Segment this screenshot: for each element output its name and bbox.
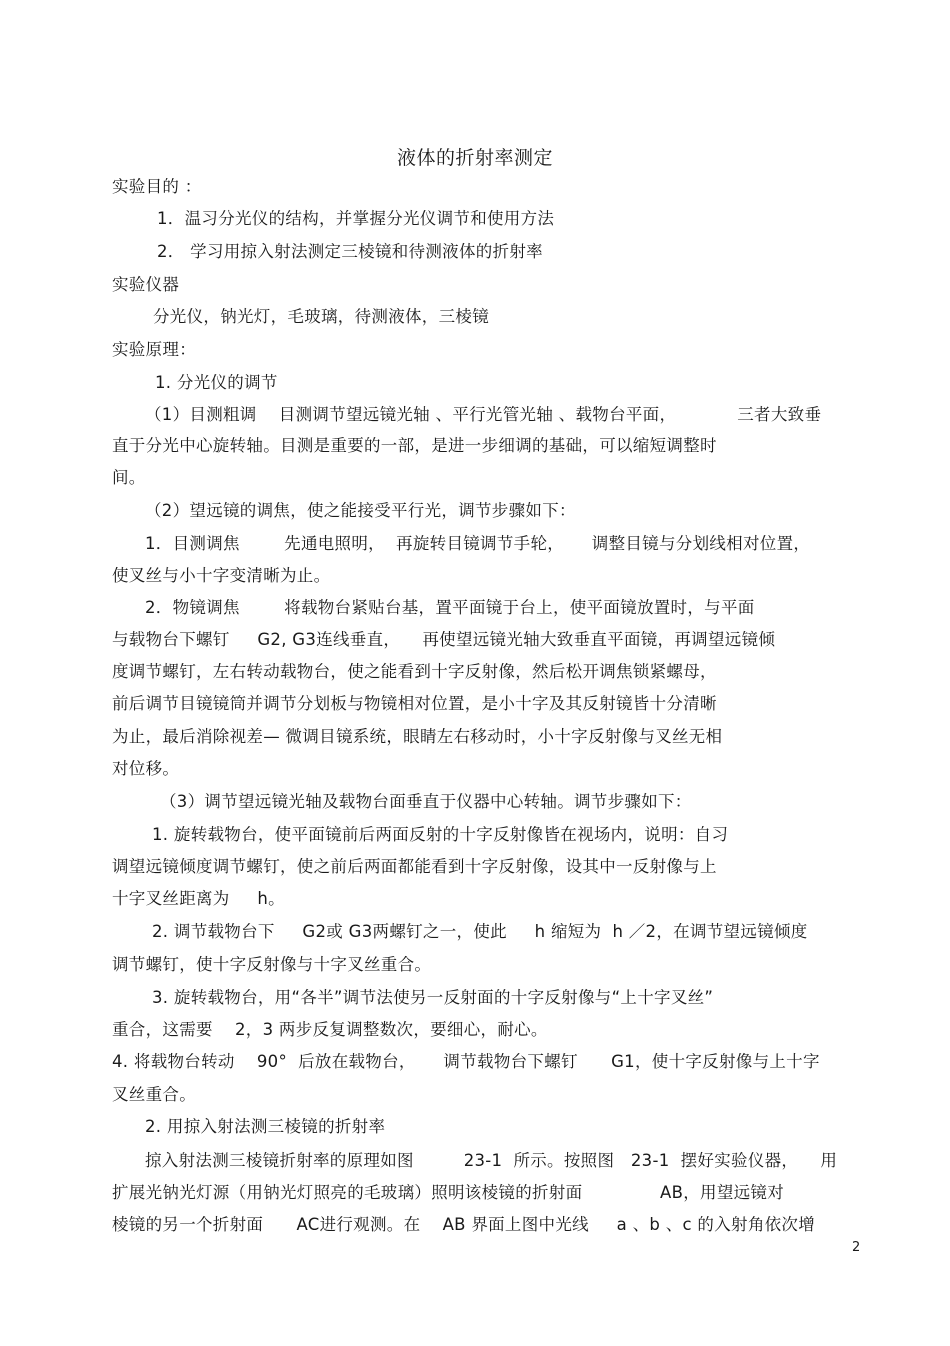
text-line: 十字叉丝距离为 h。 [112,889,285,908]
text-line: 叉丝重合。 [112,1085,196,1104]
text-line: 1．目测调焦 先通电照明， 再旋转目镜调节手轮， 调整目镜与分划线相对位置， [145,534,811,553]
page-title: 液体的折射率测定 [396,147,553,169]
text-line: 2．物镜调焦 将载物台紧贴台基，置平面镜于台上，使平面镜放置时，与平面 [145,598,755,617]
page-number: 2 [852,1240,861,1255]
text-line: 度调节螺钉，左右转动载物台，使之能看到十字反射像，然后松开调焦锁紧螺母， [112,662,717,681]
text-line: 使叉丝与小十字变清晰为止。 [112,566,331,585]
text-line: 直于分光中心旋转轴。目测是重要的一部，是进一步细调的基础，可以缩短调整时 [112,436,717,455]
text-line: 前后调节目镜镜筒并调节分划板与物镜相对位置，是小十字及其反射镜皆十分清晰 [112,694,717,713]
text-line: 重合，这需要 2，3 两步反复调整数次，要细心，耐心。 [112,1020,548,1039]
text-line: 2. 调节载物台下 G2或 G3两螺钉之一，使此 h 缩短为 h ／2，在调节望远镜倾度 [152,922,808,941]
text-line: （1）目测粗调 目测调节望远镜光轴 、平行光管光轴 、载物台平面， 三者大致垂 [145,405,822,424]
text-line: 3. 旋转载物台，用“各半”调节法使另一反射面的十字反射像与“上十字叉丝” [152,988,714,1007]
text-line: 与载物台下螺钉 G2, G3连线垂直， 再使望远镜光轴大致垂直平面镜，再调望远镜倾 [112,630,776,649]
text-line: 实验目的 ： [112,177,202,196]
text-line: 1. 分光仪的调节 [155,373,278,392]
text-line: 掠入射法测三棱镜折射率的原理如图 23-1 所示。按照图 23-1 摆好实验仪器， 用 [145,1151,838,1170]
text-line: 实验仪器 [112,275,180,294]
text-line: 调节螺钉，使十字反射像与十字叉丝重合。 [112,955,432,974]
text-line: 棱镜的另一个折射面 AC进行观测。在 AB 界面上图中光线 a 、b 、c 的入射角依次增 [112,1215,816,1234]
text-line: 1. 旋转载物台，使平面镜前后两面反射的十字反射像皆在视场内，说明：自习 [152,825,729,844]
text-line: 实验原理： [112,340,196,359]
text-line: 4. 将载物台转动 90° 后放在载物台， 调节载物台下螺钉 G1，使十字反射像与上十字 [112,1052,820,1071]
text-line: 扩展光钠光灯源（用钠光灯照亮的毛玻璃）照明该棱镜的折射面 AB，用望远镜对 [112,1183,785,1202]
text-line: 对位移。 [112,759,180,778]
text-line: （3）调节望远镜光轴及载物台面垂直于仪器中心转轴。调节步骤如下： [160,792,692,811]
text-line: 2． 学习用掠入射法测定三棱镜和待测液体的折射率 [157,242,543,261]
text-line: 为止，最后消除视差— 微调目镜系统，眼睛左右移动时，小十字反射像与叉丝无相 [112,727,723,746]
text-line: 间。 [112,468,146,487]
text-line: （2）望远镜的调焦，使之能接受平行光，调节步骤如下： [145,501,576,520]
text-line: 2. 用掠入射法测三棱镜的折射率 [145,1117,386,1136]
text-line: 调望远镜倾度调节螺钉，使之前后两面都能看到十字反射像，设其中一反射像与上 [112,857,717,876]
text-line: 分光仪，钠光灯，毛玻璃，待测液体，三棱镜 [153,307,489,326]
text-line: 1．温习分光仪的结构，并掌握分光仪调节和使用方法 [157,209,555,228]
